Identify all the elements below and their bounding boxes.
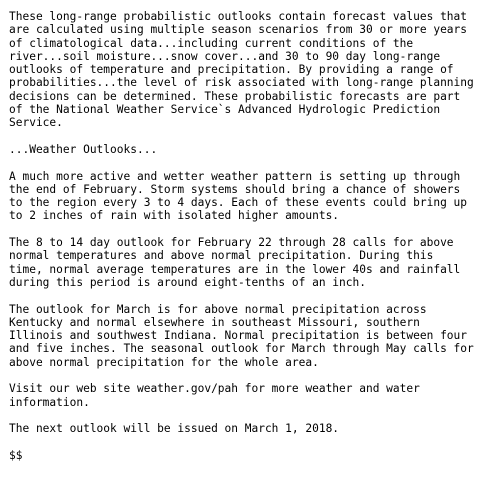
paragraph-march-outlook: [9, 303, 481, 369]
section-heading-text: ...Weather Outlooks...: [9, 142, 158, 156]
text-line: probabilities...the level of risk associated with long-range planning: [9, 76, 474, 90]
blank-line: [9, 369, 481, 382]
text-line: river...soil moisture...snow cover...and 30 to 90 day long-range: [9, 49, 441, 63]
outlook-document: [9, 10, 481, 462]
text-line: of the National Weather Service`s Advanced Hydrologic Prediction: [9, 103, 441, 117]
text-line: Kentucky and normal elsewhere in southeast Missouri, southern: [9, 315, 420, 329]
paragraph-website: [9, 382, 481, 409]
text-line: The outlook for March is for above normal precipitation across: [9, 302, 427, 316]
text-line: time, normal average temperatures are in the lower 40s and rainfall: [9, 262, 461, 276]
text-line: decisions can be determined. These probabilistic forecasts are part: [9, 89, 461, 103]
text-line: are calculated using multiple season scenarios from 30 or more years: [9, 23, 468, 37]
text-line: Illinois and southwest Indiana. Normal precipitation is between four: [9, 329, 468, 343]
paragraph-intro: [9, 10, 481, 130]
paragraph-next-outlook: [9, 422, 481, 435]
text-line: A much more active and wetter weather pattern is setting up through: [9, 169, 461, 183]
end-marker-text: $$: [9, 448, 23, 462]
blank-line: [9, 223, 481, 236]
end-marker: [9, 449, 481, 462]
text-line: during this period is around eight-tenths of an inch.: [9, 275, 366, 289]
text-line: to the region every 3 to 4 days. Each of these events could bring up: [9, 196, 468, 210]
text-line: information.: [9, 395, 90, 409]
text-line: to 2 inches of rain with isolated higher amounts.: [9, 209, 340, 223]
section-heading: [9, 143, 481, 156]
text-line: normal temperatures and above normal precipitation. During this: [9, 249, 434, 263]
text-line: of climatological data...including current conditions of the: [9, 36, 414, 50]
text-line: Visit our web site weather.gov/pah for more weather and water: [9, 382, 420, 396]
text-line: outlooks of temperature and precipitation. By providing a range of: [9, 63, 454, 77]
blank-line: [9, 409, 481, 422]
text-line: The next outlook will be issued on March 1, 2018.: [9, 422, 340, 436]
text-line: above normal precipitation for the whole area.: [9, 355, 319, 369]
text-line: These long-range probabilistic outlooks contain forecast values that: [9, 10, 468, 23]
paragraph-pattern: [9, 170, 481, 223]
paragraph-eight-fourteen-day: [9, 236, 481, 289]
blank-line: [9, 156, 481, 169]
blank-line: [9, 289, 481, 302]
blank-line: [9, 130, 481, 143]
text-line: Service.: [9, 116, 63, 130]
text-line: the end of February. Storm systems should bring a chance of showers: [9, 182, 461, 196]
blank-line: [9, 436, 481, 449]
text-line: The 8 to 14 day outlook for February 22 through 28 calls for above: [9, 236, 454, 250]
text-line: and five inches. The seasonal outlook for March through May calls for: [9, 342, 474, 356]
